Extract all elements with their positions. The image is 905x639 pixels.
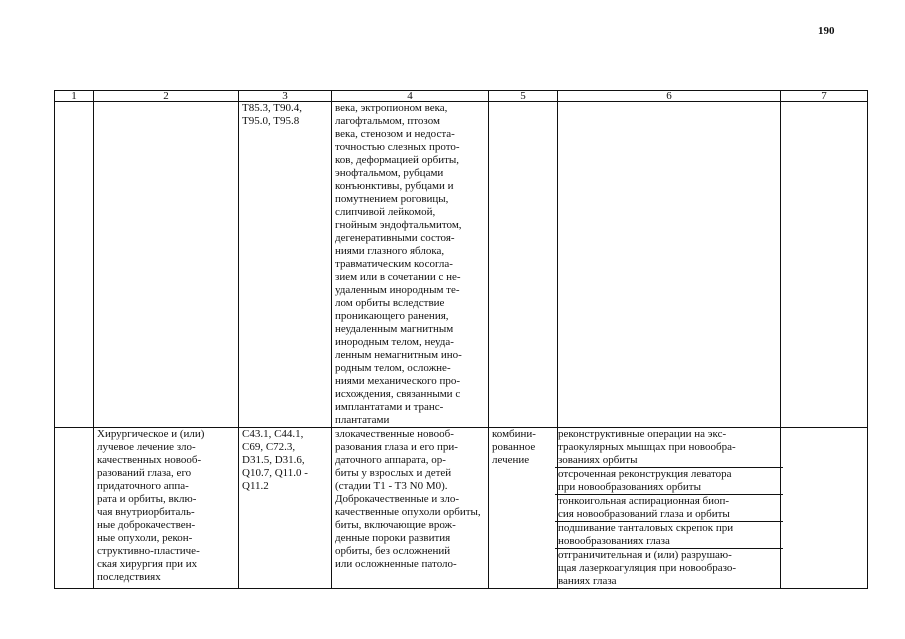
header-row bbox=[55, 91, 868, 102]
header-col-2: 2 bbox=[94, 91, 239, 102]
row1-icd-codes: T85.3, T90.4, T95.0, T95.8 bbox=[239, 102, 332, 428]
row1-col7 bbox=[781, 102, 868, 428]
row2-col7 bbox=[781, 428, 868, 589]
row1-col1 bbox=[55, 102, 94, 428]
row2-patient-model: злокачественные новооб- разования глаза и его при- даточного аппарата, ор- биты у взрослых и детей (стадии T1 - T3 N0 M0). Доброкачественные и зло- качественные опухоли орбиты, биты, включающие врож- денные пороки развития орбиты, без осложнений или осложненные патоло- bbox=[332, 428, 489, 589]
row2-treatment-profile: Хирургическое и (или) лучевое лечение зло- качественных новооб- разований глаза, его придаточного аппа- рата и орбиты, вклю- чая внутриорбиталь- ные доброкачествен- ные опухоли, рекон- структивно-пластиче- ская хирургия при их последствиях bbox=[94, 428, 239, 589]
treatment-method-item: отсроченная реконструкция леватора при новообразованиях орбиты bbox=[555, 468, 783, 495]
header-col-6: 6 bbox=[558, 91, 781, 102]
header-col-1: 1 bbox=[55, 91, 94, 102]
row1-col2 bbox=[94, 102, 239, 428]
row1-patient-model: века, эктропионом века, лагофтальмом, птозом века, стенозом и недоста- точностью слезных прото- ков, деформацией орбиты, энофтальмом, рубцами конъюнктивы, рубцами и помутнением роговицы, слипчивой лейкомой, гнойным эндофтальмитом, дегенеративными состоя- ниями глазного яблока, травматическим косогла- зием или в сочетании с не- удаленным инородным те- лом орбиты вследствие проникающего ранения, неудаленным магнитным инородным телом, неуда- ленным немагнитным ино- родным телом, осложне- ниями механического про- исхождения, связанными с имплантатами и транс- плантатами bbox=[332, 102, 489, 428]
row1-treatment-type bbox=[489, 102, 558, 428]
table-row bbox=[55, 428, 868, 589]
treatment-method-item: тонкоигольная аспирационная биоп- сия новообразований глаза и орбиты bbox=[555, 495, 783, 522]
row2-treatment-methods bbox=[558, 428, 781, 589]
table-row bbox=[55, 102, 868, 428]
row2-treatment-type: комбини- рованное лечение bbox=[489, 428, 558, 589]
treatment-method-item: отграничительная и (или) разрушаю- щая лазеркоагуляция при новообразо- ваниях глаза bbox=[558, 549, 737, 587]
header-col-5: 5 bbox=[489, 91, 558, 102]
treatment-table bbox=[54, 90, 868, 589]
header-col-3: 3 bbox=[239, 91, 332, 102]
treatment-method-item: подшивание танталовых скрепок при новообразованиях глаза bbox=[555, 522, 783, 549]
row2-icd-codes: C43.1, C44.1, C69, C72.3, D31.5, D31.6, Q10.7, Q11.0 - Q11.2 bbox=[239, 428, 332, 589]
header-col-7: 7 bbox=[781, 91, 868, 102]
treatment-method-item: реконструктивные операции на экс- траокулярных мышцах при новообра- зованиях орбиты bbox=[555, 428, 783, 468]
page-number: 190 bbox=[818, 25, 835, 37]
row1-treatment-method bbox=[558, 102, 781, 428]
header-col-4: 4 bbox=[332, 91, 489, 102]
row2-col1 bbox=[55, 428, 94, 589]
